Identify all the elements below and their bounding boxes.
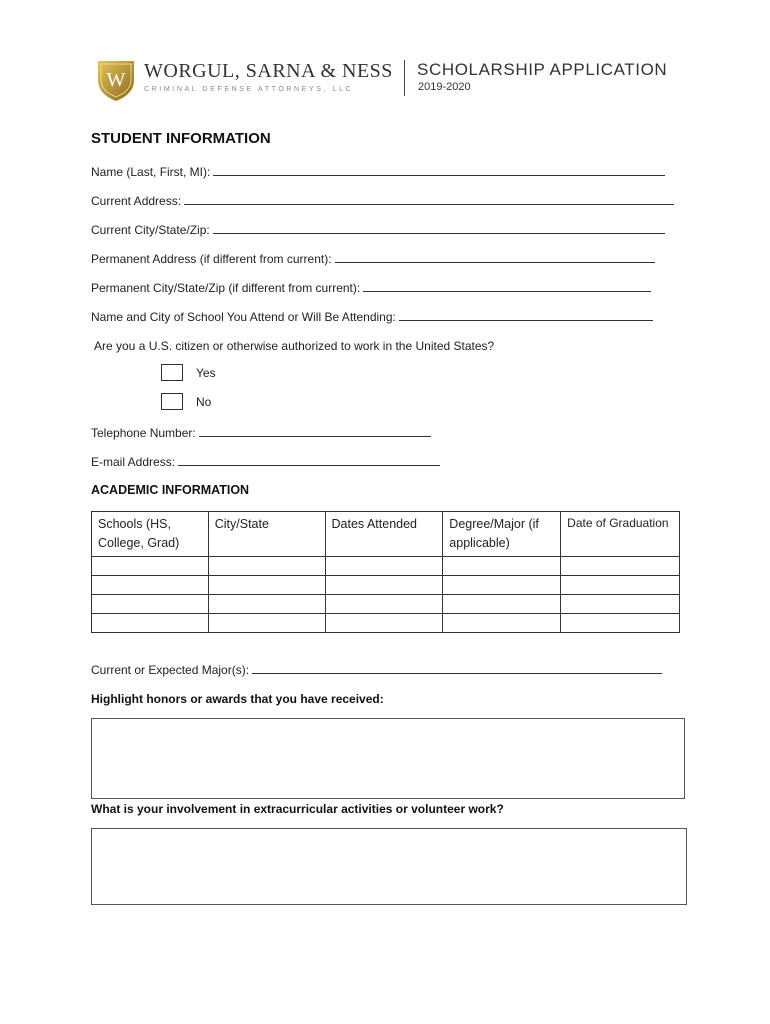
school-name-city-input-line[interactable]	[399, 309, 653, 321]
honors-prompt: Highlight honors or awards that you have received:	[91, 692, 384, 706]
table-cell[interactable]	[208, 576, 325, 595]
major-label: Current or Expected Major(s):	[91, 663, 250, 677]
current-address-label: Current Address:	[91, 194, 182, 208]
application-year: 2019-2020	[418, 81, 471, 93]
letterhead	[92, 54, 692, 106]
major-input-line[interactable]	[252, 662, 662, 674]
current-city-state-zip-label: Current City/State/Zip:	[91, 223, 210, 237]
major-field[interactable]	[91, 662, 662, 677]
firm-logo-shield-icon	[96, 58, 136, 102]
extracurricular-prompt: What is your involvement in extracurricular activities or volunteer work?	[91, 802, 504, 816]
permanent-city-state-zip-field[interactable]	[91, 280, 651, 295]
email-label: E-mail Address:	[91, 455, 176, 469]
table-row	[92, 595, 680, 614]
table-cell[interactable]	[561, 595, 680, 614]
current-address-input-line[interactable]	[184, 193, 674, 205]
table-cell[interactable]	[92, 576, 209, 595]
table-row	[92, 614, 680, 633]
permanent-address-input-line[interactable]	[335, 251, 655, 263]
name-input-line[interactable]	[213, 164, 665, 176]
citizen-question: Are you a U.S. citizen or otherwise authorized to work in the United States?	[94, 339, 495, 353]
table-cell[interactable]	[325, 576, 443, 595]
permanent-city-state-zip-label: Permanent City/State/Zip (if different from current):	[91, 281, 361, 295]
table-cell[interactable]	[92, 614, 209, 633]
header-divider	[404, 60, 405, 96]
table-cell[interactable]	[443, 557, 561, 576]
telephone-field[interactable]	[91, 425, 431, 440]
table-cell[interactable]	[92, 557, 209, 576]
current-city-state-zip-field[interactable]	[91, 222, 665, 237]
name-field-label: Name (Last, First, MI):	[91, 165, 211, 179]
column-header-degree-major: Degree/Major (if applicable)	[443, 512, 561, 557]
permanent-address-label: Permanent Address (if different from current):	[91, 252, 332, 266]
table-cell[interactable]	[92, 595, 209, 614]
firm-name: WORGUL, SARNA & NESS	[144, 60, 393, 82]
current-address-field[interactable]	[91, 193, 674, 208]
table-cell[interactable]	[443, 576, 561, 595]
column-header-graduation-date: Date of Graduation	[561, 512, 680, 557]
school-name-city-field[interactable]	[91, 309, 653, 324]
table-cell[interactable]	[325, 614, 443, 633]
telephone-input-line[interactable]	[199, 425, 431, 437]
permanent-address-field[interactable]	[91, 251, 655, 266]
table-cell[interactable]	[208, 614, 325, 633]
email-input-line[interactable]	[178, 454, 440, 466]
extracurricular-textbox[interactable]	[91, 828, 687, 905]
table-cell[interactable]	[443, 614, 561, 633]
no-label: No	[196, 395, 212, 409]
honors-textbox[interactable]	[91, 718, 685, 799]
table-cell[interactable]	[208, 595, 325, 614]
current-city-state-zip-input-line[interactable]	[213, 222, 665, 234]
svg-text:W: W	[106, 69, 126, 91]
table-cell[interactable]	[208, 557, 325, 576]
column-header-schools: Schools (HS, College, Grad)	[92, 512, 209, 557]
school-name-city-label: Name and City of School You Attend or Will Be Attending:	[91, 310, 396, 324]
table-row	[92, 557, 680, 576]
no-checkbox[interactable]	[161, 393, 183, 410]
telephone-label: Telephone Number:	[91, 426, 196, 440]
email-field[interactable]	[91, 454, 440, 469]
table-header-row	[92, 512, 680, 557]
firm-tagline: CRIMINAL DEFENSE ATTORNEYS, LLC	[144, 86, 354, 93]
name-field[interactable]	[91, 164, 665, 179]
table-cell[interactable]	[325, 595, 443, 614]
academic-information-heading: ACADEMIC INFORMATION	[91, 483, 250, 497]
table-cell[interactable]	[443, 595, 561, 614]
column-header-city-state: City/State	[208, 512, 325, 557]
student-information-heading: STUDENT INFORMATION	[91, 130, 271, 147]
permanent-city-state-zip-input-line[interactable]	[363, 280, 651, 292]
table-cell[interactable]	[561, 614, 680, 633]
table-cell[interactable]	[561, 557, 680, 576]
academic-history-table	[91, 511, 680, 633]
column-header-dates-attended: Dates Attended	[325, 512, 443, 557]
yes-checkbox[interactable]	[161, 364, 183, 381]
table-row	[92, 576, 680, 595]
table-cell[interactable]	[561, 576, 680, 595]
yes-label: Yes	[196, 366, 216, 380]
application-title: SCHOLARSHIP APPLICATION	[417, 60, 668, 79]
table-cell[interactable]	[325, 557, 443, 576]
